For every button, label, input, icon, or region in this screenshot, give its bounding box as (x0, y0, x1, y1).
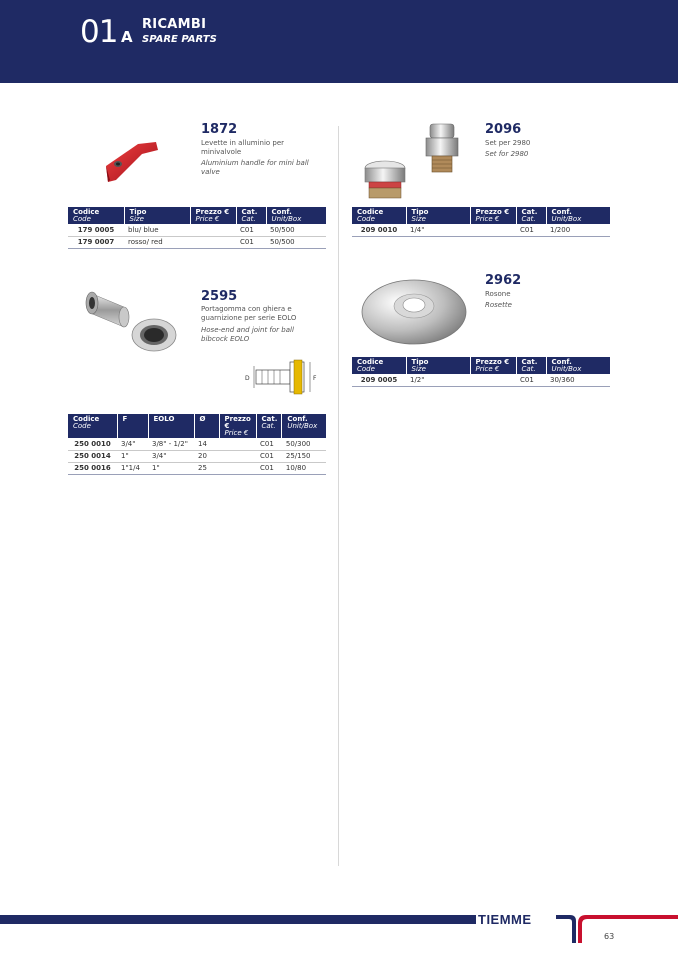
description-en-2962: Rosette (485, 301, 512, 309)
cell-cat: C01 (516, 374, 546, 386)
spec-table-2595 (68, 414, 326, 475)
footer-bar (0, 915, 476, 924)
diagram-label-d: D (245, 375, 250, 382)
column-header: Prezzo € Price € (190, 207, 236, 224)
spec-table-2096 (352, 207, 610, 237)
cell-diameter: 25 (194, 462, 219, 474)
column-header: F (117, 414, 148, 438)
description-it-2595: Portagomma con ghiera e guarnizione per serie EOLO (201, 305, 297, 322)
cell-cat: C01 (256, 438, 282, 450)
cell-box: 50/500 (266, 224, 326, 236)
table-row (68, 450, 326, 462)
table-row (68, 236, 326, 248)
table-header-row (352, 357, 610, 374)
cell-f: 1"1/4 (117, 462, 148, 474)
cell-price (190, 224, 236, 236)
cell-cat: C01 (516, 224, 546, 236)
cell-size: blu/ blue (124, 224, 190, 236)
table-header-row (352, 207, 610, 224)
cell-price (219, 462, 256, 474)
cell-f: 3/4" (117, 438, 148, 450)
description-it-2096: Set per 2980 (485, 139, 531, 147)
product-code-2595: 2595 (201, 289, 238, 304)
column-header: Cat. Cat. (236, 207, 266, 224)
section-subtitle: SPARE PARTS (142, 34, 217, 45)
cell-f: 1" (117, 450, 148, 462)
page-header (0, 0, 678, 83)
column-header: Tipo Size (124, 207, 190, 224)
description-en-2096: Set for 2980 (485, 150, 529, 158)
cell-eolo: 3/4" (148, 450, 194, 462)
column-header: Codice Code (352, 207, 406, 224)
description-en-1872: Aluminium handle for mini ball valve (201, 159, 309, 176)
description-it-2962: Rosone (485, 290, 511, 298)
cell-box: 25/150 (282, 450, 326, 462)
cell-code: 250 0014 (68, 450, 117, 462)
cell-box: 50/500 (266, 236, 326, 248)
table-row (68, 438, 326, 450)
cell-price (190, 236, 236, 248)
cell-cat: C01 (256, 450, 282, 462)
cell-box: 50/300 (282, 438, 326, 450)
column-header: Conf. Unit/Box (546, 357, 610, 374)
column-header: Conf. Unit/Box (266, 207, 326, 224)
column-header: Cat. Cat. (516, 207, 546, 224)
column-header: Tipo Size (406, 357, 470, 374)
cell-box: 10/80 (282, 462, 326, 474)
fitting-set-image (360, 120, 470, 202)
table-row (352, 224, 610, 236)
column-header: Codice Code (68, 414, 117, 438)
section-number: 01 (80, 14, 118, 50)
section-letter: A (121, 28, 133, 46)
table-row (68, 462, 326, 474)
column-header: Prezzo € Price € (470, 357, 516, 374)
spec-table-2962 (352, 357, 610, 387)
page-number: 63 (604, 932, 615, 941)
hose-end-image (80, 283, 192, 355)
cell-size: 1/4" (406, 224, 470, 236)
cell-price (470, 374, 516, 386)
spec-table-1872 (68, 207, 326, 249)
description-it-1872: Levette in alluminio per minivalvole (201, 139, 285, 156)
column-header: Conf. Unit/Box (546, 207, 610, 224)
column-header: Prezzo € Price € (219, 414, 256, 438)
column-header: Codice Code (68, 207, 124, 224)
table-header-row (68, 414, 326, 438)
cell-code: 179 0007 (68, 236, 124, 248)
cell-cat: C01 (256, 462, 282, 474)
section-title: RICAMBI (142, 17, 207, 32)
cell-cat: C01 (236, 236, 266, 248)
cell-code: 250 0016 (68, 462, 117, 474)
cell-size: 1/2" (406, 374, 470, 386)
cell-eolo: 3/8" - 1/2" (148, 438, 194, 450)
red-handle-image (100, 136, 160, 188)
product-code-1872: 1872 (201, 122, 238, 137)
cell-price (219, 450, 256, 462)
column-header: Cat. Cat. (256, 414, 282, 438)
cell-cat: C01 (236, 224, 266, 236)
cell-price (470, 224, 516, 236)
cell-code: 179 0005 (68, 224, 124, 236)
rosette-image (360, 272, 468, 346)
table-header-row (68, 207, 326, 224)
cell-code: 209 0010 (352, 224, 406, 236)
cell-box: 30/360 (546, 374, 610, 386)
table-row (352, 374, 610, 386)
logo-swoosh-icon (556, 913, 678, 945)
product-code-2962: 2962 (485, 273, 522, 288)
cell-code: 250 0010 (68, 438, 117, 450)
cell-size: rosso/ red (124, 236, 190, 248)
cell-code: 209 0005 (352, 374, 406, 386)
cell-diameter: 20 (194, 450, 219, 462)
column-header: Prezzo € Price € (470, 207, 516, 224)
dimension-diagram (242, 358, 322, 396)
cell-eolo: 1" (148, 462, 194, 474)
product-code-2096: 2096 (485, 122, 522, 137)
column-header: Conf. Unit/Box (282, 414, 326, 438)
column-header: Cat. Cat. (516, 357, 546, 374)
brand-logo: TIEMME (478, 912, 532, 927)
cell-price (219, 438, 256, 450)
column-header: Tipo Size (406, 207, 470, 224)
column-header: EOLO (148, 414, 194, 438)
cell-box: 1/200 (546, 224, 610, 236)
description-en-2595: Hose-end and joint for ball bibcock EOLO (201, 326, 294, 343)
diagram-label-f: F (313, 375, 317, 382)
column-header: Ø (194, 414, 219, 438)
cell-diameter: 14 (194, 438, 219, 450)
column-header: Codice Code (352, 357, 406, 374)
column-divider (338, 126, 339, 866)
table-row (68, 224, 326, 236)
